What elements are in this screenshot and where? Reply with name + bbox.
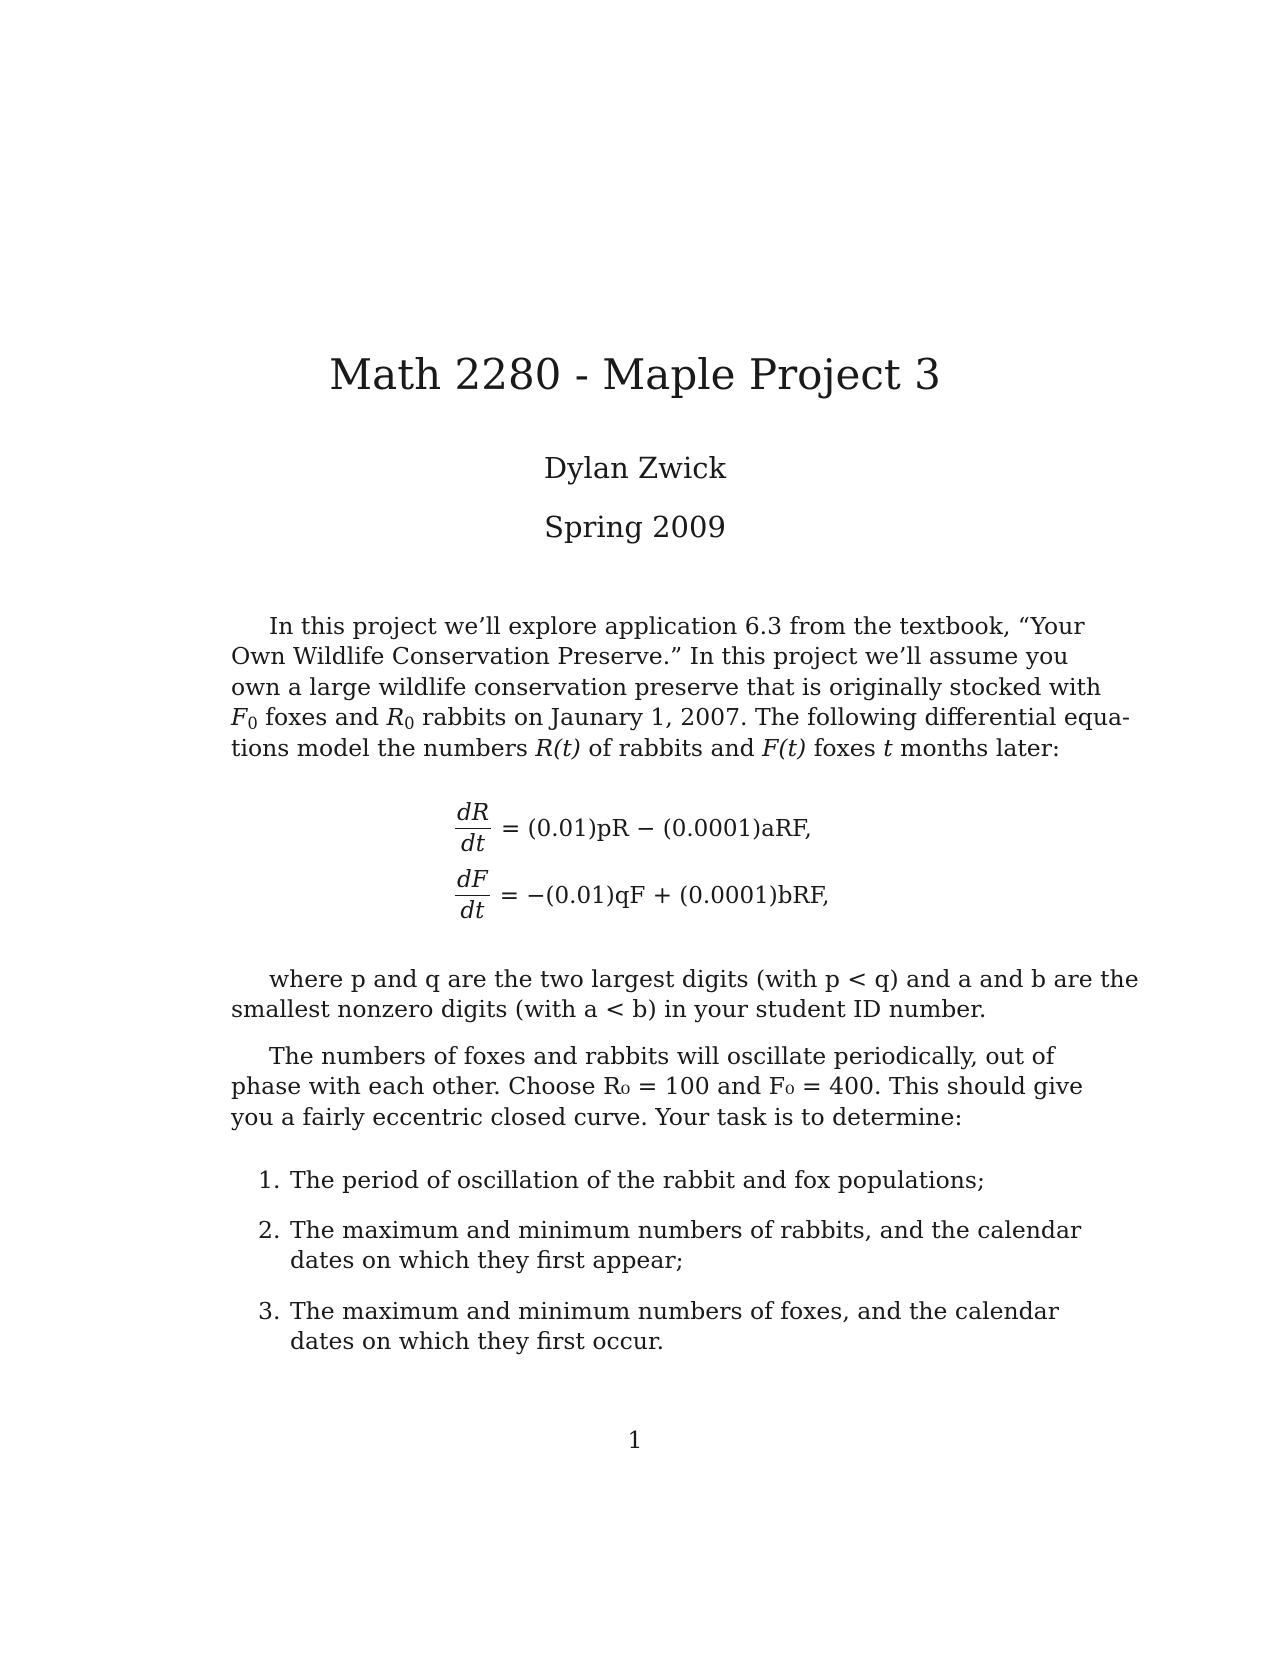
list-item-line: dates on which they first occur. (290, 1327, 665, 1356)
text-seg: foxes and (257, 703, 387, 732)
text-seg: of rabbits and (580, 733, 763, 762)
list-item-text (290, 1165, 1044, 1195)
task-line-3: you a fairly eccentric closed curve. Your task is to determine: (231, 1102, 963, 1131)
var-rt: R(t) (535, 733, 581, 762)
date-line: Spring 2009 (544, 510, 726, 544)
fraction-denominator: dt (461, 831, 485, 857)
text-seg: foxes (806, 733, 884, 762)
page-title: Math 2280 - Maple Project 3 (329, 350, 941, 399)
text-seg: rabbits on Jaunary 1, 2007. The following differential equa- (414, 703, 1130, 732)
where-line-1: where p and q are the two largest digits (with p < q) and a and b are the (269, 965, 1139, 993)
var-t: t (883, 733, 893, 762)
intro-line-2: Own Wildlife Conservation Preserve.” In this project we’ll assume you (231, 642, 1069, 671)
list-item-number: 3. (258, 1297, 281, 1325)
list-item-text (290, 1296, 1059, 1357)
intro-line-4 (231, 702, 1130, 734)
where-line-2: smallest nonzero digits (with a < b) in your student ID number. (231, 995, 987, 1024)
intro-line-1: In this project we’ll explore application 6.3 from the textbook, “Your (269, 612, 1085, 640)
intro-line-3: own a large wildlife conservation preserve that is originally stocked with (231, 672, 1102, 701)
sub-0: 0 (404, 714, 415, 734)
sub-0: 0 (247, 714, 258, 734)
var-r0: R (386, 703, 405, 732)
page-number: 1 (627, 1426, 643, 1454)
task-paragraph (231, 1041, 1084, 1132)
var-ft: F(t) (762, 733, 807, 762)
list-item-line: The period of oscillation of the rabbit and fox populations; (290, 1166, 985, 1194)
intro-line-5 (231, 733, 1060, 763)
intro-paragraph (231, 611, 1130, 763)
task-line-1: The numbers of foxes and rabbits will oscillate periodically, out of (269, 1042, 1055, 1070)
list-item-line: dates on which they first appear; (290, 1246, 684, 1275)
text-seg: months later: (892, 733, 1060, 762)
list-item-number: 2. (258, 1216, 281, 1244)
task-line-2: phase with each other. Choose R₀ = 100 and F₀ = 400. This should give (231, 1072, 1084, 1101)
fraction-denominator: dt (460, 898, 485, 924)
var-f0: F (231, 703, 248, 732)
list-item-text (290, 1215, 1082, 1276)
text-seg: tions model the numbers (231, 733, 536, 762)
equation-rhs: = −(0.01)qF + (0.0001)bRF, (499, 882, 830, 909)
fraction-numerator: dR (455, 800, 491, 829)
fraction-df-dt (455, 867, 490, 924)
fraction-numerator: dF (455, 867, 490, 896)
where-paragraph (231, 964, 1139, 1025)
list-item-line: The maximum and minimum numbers of foxes, and the calendar (290, 1297, 1059, 1325)
list-item-line: The maximum and minimum numbers of rabbits, and the calendar (290, 1216, 1082, 1244)
equation-rhs: = (0.01)pR − (0.0001)aRF, (501, 815, 812, 842)
author-name: Dylan Zwick (543, 451, 727, 485)
fraction-dr-dt (455, 800, 491, 857)
equation-rabbits (455, 800, 812, 857)
list-item-number: 1. (258, 1166, 281, 1194)
equation-foxes (455, 867, 829, 924)
